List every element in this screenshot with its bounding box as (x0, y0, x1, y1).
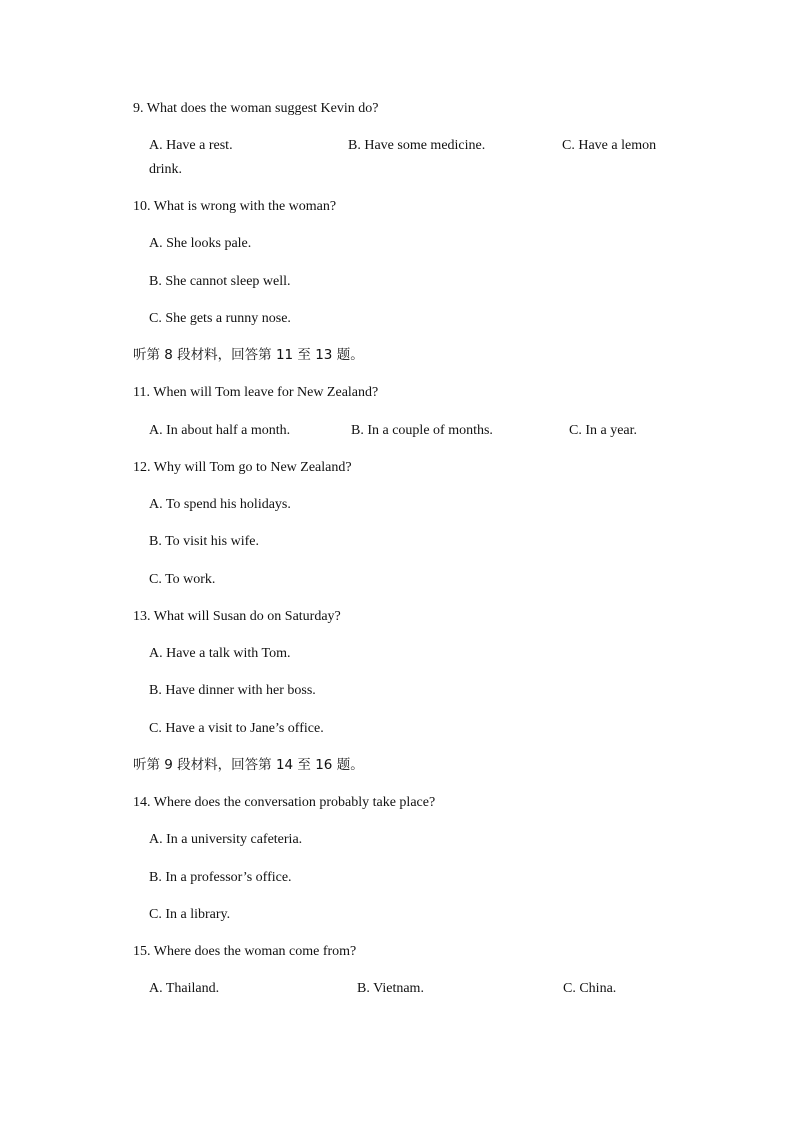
question-12-option-c: C. To work. (149, 572, 216, 587)
question-13: 13. What will Susan do on Saturday? (133, 609, 341, 624)
question-14: 14. Where does the conversation probably take place? (133, 795, 436, 810)
section-heading-8: 听第 8 段材料，回答第 11 至 13 题。 (133, 347, 364, 363)
question-14-option-c: C. In a library. (149, 907, 231, 922)
question-15-option-a: A. Thailand. (149, 981, 220, 996)
question-15-option-c: C. China. (563, 981, 617, 996)
question-12-option-b: B. To visit his wife. (149, 534, 259, 549)
question-14-option-b: B. In a professor’s office. (149, 870, 292, 885)
question-13-option-c: C. Have a visit to Jane’s office. (149, 721, 324, 736)
question-15: 15. Where does the woman come from? (133, 944, 357, 959)
question-11: 11. When will Tom leave for New Zealand? (133, 385, 379, 400)
question-11-option-a: A. In about half a month. (149, 423, 291, 438)
question-9-option-c-continued: drink. (149, 162, 183, 177)
question-9-option-a: A. Have a rest. (149, 138, 233, 153)
question-12: 12. Why will Tom go to New Zealand? (133, 460, 352, 475)
question-12-option-a: A. To spend his holidays. (149, 497, 291, 512)
question-9-option-b: B. Have some medicine. (348, 138, 486, 153)
question-10-option-b: B. She cannot sleep well. (149, 274, 291, 289)
question-13-option-a: A. Have a talk with Tom. (149, 646, 291, 661)
question-9-option-c: C. Have a lemon (562, 138, 657, 153)
question-10-option-c: C. She gets a runny nose. (149, 311, 291, 326)
question-15-option-b: B. Vietnam. (357, 981, 424, 996)
question-11-option-c: C. In a year. (569, 423, 638, 438)
question-13-option-b: B. Have dinner with her boss. (149, 683, 316, 698)
question-10: 10. What is wrong with the woman? (133, 199, 337, 214)
question-11-option-b: B. In a couple of months. (351, 423, 493, 438)
question-9: 9. What does the woman suggest Kevin do? (133, 101, 379, 116)
question-10-option-a: A. She looks pale. (149, 236, 252, 251)
section-heading-9: 听第 9 段材料，回答第 14 至 16 题。 (133, 757, 364, 773)
question-14-option-a: A. In a university cafeteria. (149, 832, 303, 847)
